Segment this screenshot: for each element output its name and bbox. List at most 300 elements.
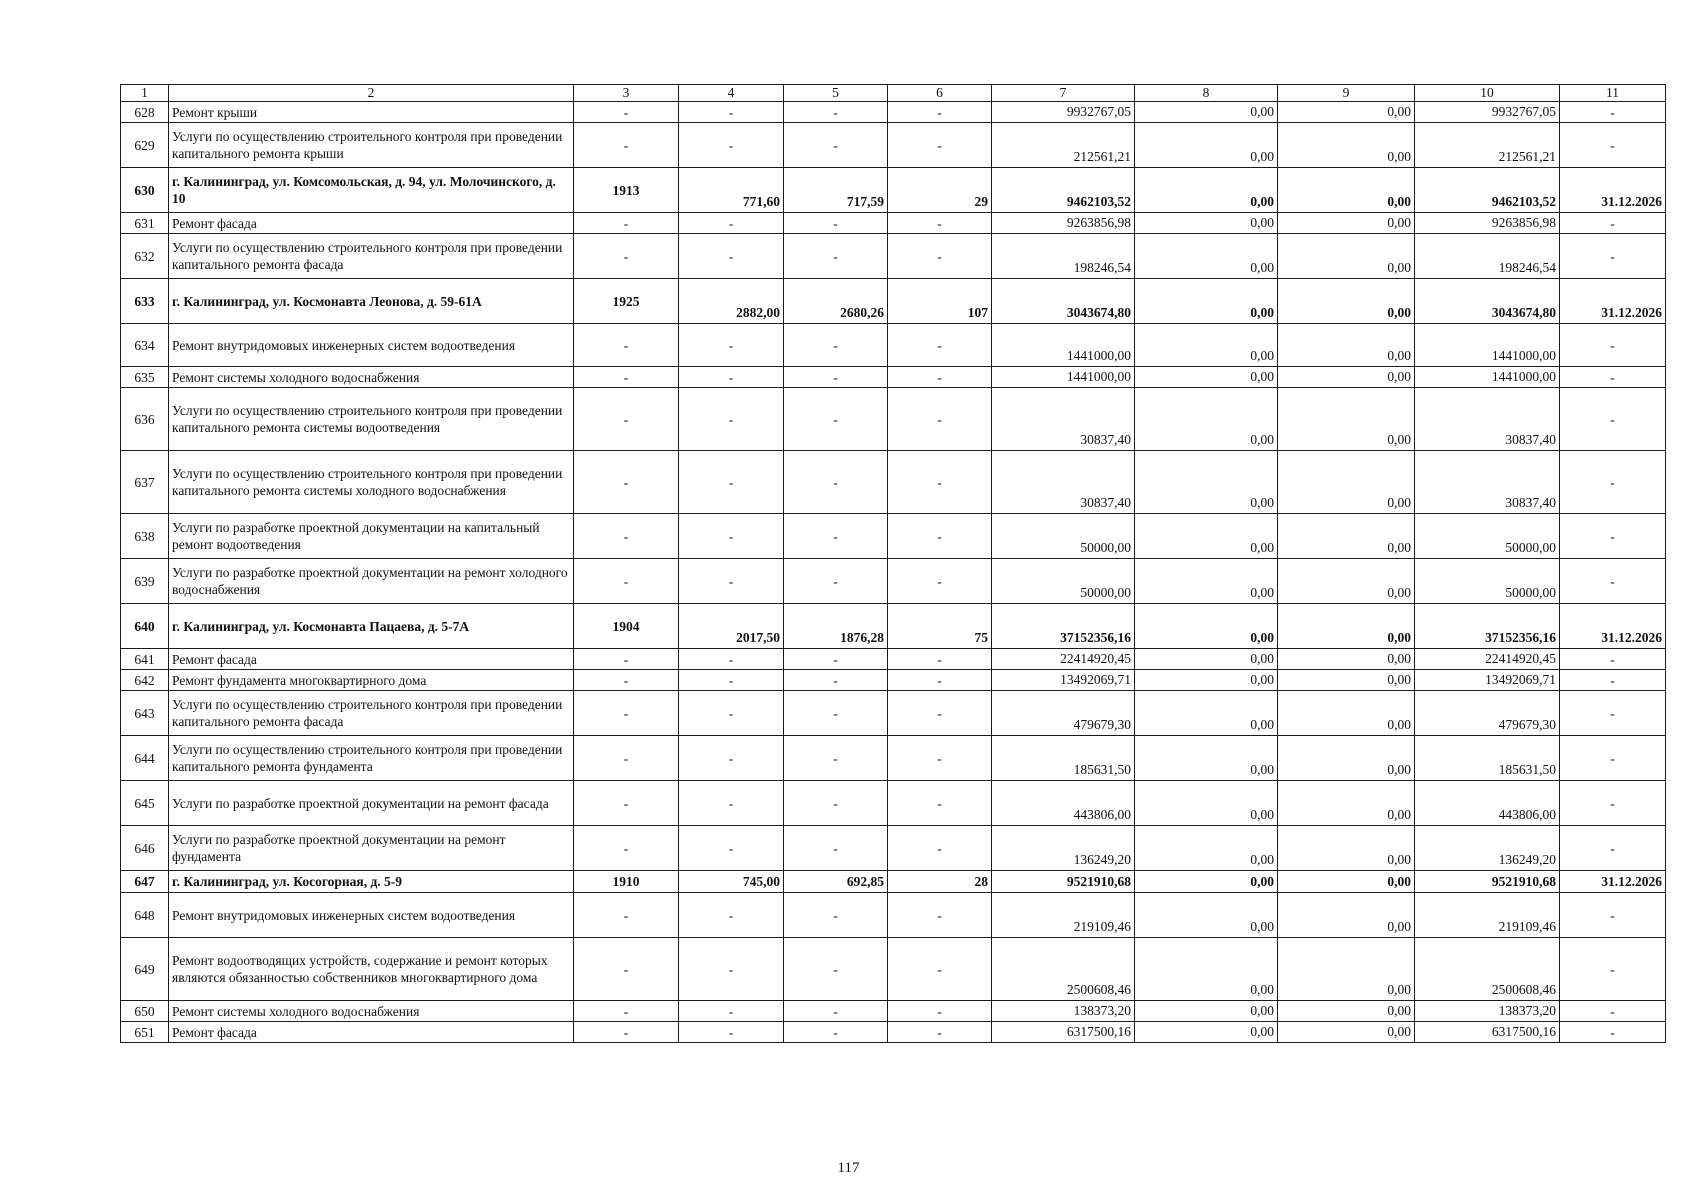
- col3-cell: -: [574, 781, 679, 826]
- col4-cell: -: [679, 559, 784, 604]
- col3-cell: -: [574, 213, 679, 234]
- col10-cell: 1441000,00: [1415, 324, 1560, 367]
- col8-cell: 0,00: [1135, 102, 1278, 123]
- col6-cell: -: [888, 1001, 992, 1022]
- col9-cell: 0,00: [1278, 123, 1415, 168]
- col5-cell: -: [784, 649, 888, 670]
- row-number-cell: 649: [121, 938, 169, 1001]
- col10-cell: 9932767,05: [1415, 102, 1560, 123]
- col6-cell: 107: [888, 279, 992, 324]
- description-cell: г. Калининград, ул. Космонавта Пацаева, д. 5-7А: [169, 604, 574, 649]
- col11-cell: -: [1560, 213, 1666, 234]
- table-row: [121, 367, 1666, 388]
- col10-cell: 138373,20: [1415, 1001, 1560, 1022]
- col8-cell: 0,00: [1135, 826, 1278, 871]
- col11-cell: 31.12.2026: [1560, 871, 1666, 893]
- col9-cell: 0,00: [1278, 649, 1415, 670]
- col10-cell: 9521910,68: [1415, 871, 1560, 893]
- col3-cell: -: [574, 234, 679, 279]
- col3-cell: 1904: [574, 604, 679, 649]
- col4-cell: -: [679, 367, 784, 388]
- col6-cell: -: [888, 670, 992, 691]
- col10-cell: 198246,54: [1415, 234, 1560, 279]
- col11-cell: -: [1560, 736, 1666, 781]
- col10-cell: 136249,20: [1415, 826, 1560, 871]
- col6-cell: 28: [888, 871, 992, 893]
- description-cell: Услуги по осуществлению строительного контроля при проведении капитального ремонта системы холодного водоснабжения: [169, 451, 574, 514]
- col4-cell: -: [679, 213, 784, 234]
- col3-cell: 1913: [574, 168, 679, 213]
- col5-cell: -: [784, 559, 888, 604]
- col11-cell: -: [1560, 938, 1666, 1001]
- col6-cell: -: [888, 102, 992, 123]
- table-row: [121, 123, 1666, 168]
- col8-cell: 0,00: [1135, 604, 1278, 649]
- col11-cell: -: [1560, 388, 1666, 451]
- row-number-cell: 629: [121, 123, 169, 168]
- col9-cell: 0,00: [1278, 871, 1415, 893]
- col8-cell: 0,00: [1135, 893, 1278, 938]
- col8-cell: 0,00: [1135, 279, 1278, 324]
- col10-cell: 9263856,98: [1415, 213, 1560, 234]
- col9-cell: 0,00: [1278, 670, 1415, 691]
- col4-cell: -: [679, 388, 784, 451]
- row-number-cell: 639: [121, 559, 169, 604]
- col3-cell: -: [574, 736, 679, 781]
- col5-cell: -: [784, 691, 888, 736]
- col7-cell: 6317500,16: [992, 1022, 1135, 1043]
- col10-cell: 30837,40: [1415, 388, 1560, 451]
- row-number-cell: 630: [121, 168, 169, 213]
- col11-cell: -: [1560, 1022, 1666, 1043]
- col8-cell: 0,00: [1135, 670, 1278, 691]
- col4-cell: -: [679, 451, 784, 514]
- col9-cell: 0,00: [1278, 367, 1415, 388]
- col9-cell: 0,00: [1278, 604, 1415, 649]
- col11-cell: -: [1560, 559, 1666, 604]
- description-cell: Ремонт фасада: [169, 649, 574, 670]
- description-cell: г. Калининград, ул. Космонавта Леонова, д. 59-61А: [169, 279, 574, 324]
- col6-cell: -: [888, 367, 992, 388]
- description-cell: Услуги по разработке проектной документации на ремонт фундамента: [169, 826, 574, 871]
- col5-cell: -: [784, 451, 888, 514]
- column-header: 6: [888, 85, 992, 102]
- row-number-cell: 646: [121, 826, 169, 871]
- description-cell: Ремонт фасада: [169, 1022, 574, 1043]
- col3-cell: -: [574, 514, 679, 559]
- col10-cell: 22414920,45: [1415, 649, 1560, 670]
- table-row: [121, 826, 1666, 871]
- col5-cell: -: [784, 670, 888, 691]
- col10-cell: 37152356,16: [1415, 604, 1560, 649]
- col6-cell: -: [888, 736, 992, 781]
- col5-cell: -: [784, 826, 888, 871]
- col9-cell: 0,00: [1278, 213, 1415, 234]
- col3-cell: -: [574, 649, 679, 670]
- col6-cell: -: [888, 559, 992, 604]
- description-cell: Ремонт внутридомовых инженерных систем водоотведения: [169, 324, 574, 367]
- col7-cell: 30837,40: [992, 388, 1135, 451]
- col8-cell: 0,00: [1135, 559, 1278, 604]
- col7-cell: 185631,50: [992, 736, 1135, 781]
- description-cell: Услуги по осуществлению строительного контроля при проведении капитального ремонта крыши: [169, 123, 574, 168]
- col3-cell: -: [574, 938, 679, 1001]
- col8-cell: 0,00: [1135, 168, 1278, 213]
- column-header: 1: [121, 85, 169, 102]
- col9-cell: 0,00: [1278, 691, 1415, 736]
- col3-cell: -: [574, 826, 679, 871]
- col3-cell: -: [574, 451, 679, 514]
- row-number-cell: 644: [121, 736, 169, 781]
- col7-cell: 50000,00: [992, 559, 1135, 604]
- col3-cell: -: [574, 1001, 679, 1022]
- col10-cell: 1441000,00: [1415, 367, 1560, 388]
- col5-cell: -: [784, 1022, 888, 1043]
- col3-cell: -: [574, 670, 679, 691]
- col8-cell: 0,00: [1135, 1022, 1278, 1043]
- col7-cell: 22414920,45: [992, 649, 1135, 670]
- col10-cell: 219109,46: [1415, 893, 1560, 938]
- table-row: [121, 604, 1666, 649]
- col10-cell: 30837,40: [1415, 451, 1560, 514]
- table-row: [121, 1001, 1666, 1022]
- col11-cell: -: [1560, 451, 1666, 514]
- column-number-header-row: [121, 85, 1666, 102]
- col5-cell: -: [784, 938, 888, 1001]
- col6-cell: -: [888, 893, 992, 938]
- row-number-cell: 637: [121, 451, 169, 514]
- col6-cell: -: [888, 938, 992, 1001]
- table-row: [121, 871, 1666, 893]
- col11-cell: -: [1560, 324, 1666, 367]
- column-header: 2: [169, 85, 574, 102]
- col10-cell: 479679,30: [1415, 691, 1560, 736]
- col5-cell: -: [784, 324, 888, 367]
- col10-cell: 50000,00: [1415, 559, 1560, 604]
- col8-cell: 0,00: [1135, 388, 1278, 451]
- table-row: [121, 234, 1666, 279]
- table-row: [121, 649, 1666, 670]
- row-number-cell: 650: [121, 1001, 169, 1022]
- description-cell: Услуги по осуществлению строительного контроля при проведении капитального ремонта фасада: [169, 234, 574, 279]
- col10-cell: 50000,00: [1415, 514, 1560, 559]
- col11-cell: -: [1560, 123, 1666, 168]
- col5-cell: -: [784, 514, 888, 559]
- row-number-cell: 641: [121, 649, 169, 670]
- col8-cell: 0,00: [1135, 514, 1278, 559]
- col5-cell: 1876,28: [784, 604, 888, 649]
- col9-cell: 0,00: [1278, 279, 1415, 324]
- column-header: 9: [1278, 85, 1415, 102]
- col8-cell: 0,00: [1135, 234, 1278, 279]
- col4-cell: -: [679, 234, 784, 279]
- col6-cell: -: [888, 234, 992, 279]
- col4-cell: 2882,00: [679, 279, 784, 324]
- row-number-cell: 635: [121, 367, 169, 388]
- col5-cell: 717,59: [784, 168, 888, 213]
- col4-cell: -: [679, 649, 784, 670]
- col8-cell: 0,00: [1135, 691, 1278, 736]
- col10-cell: 443806,00: [1415, 781, 1560, 826]
- col7-cell: 37152356,16: [992, 604, 1135, 649]
- col5-cell: -: [784, 736, 888, 781]
- table-row: [121, 102, 1666, 123]
- col11-cell: -: [1560, 691, 1666, 736]
- table-row: [121, 514, 1666, 559]
- col7-cell: 219109,46: [992, 893, 1135, 938]
- col8-cell: 0,00: [1135, 1001, 1278, 1022]
- col7-cell: 1441000,00: [992, 367, 1135, 388]
- col7-cell: 1441000,00: [992, 324, 1135, 367]
- col3-cell: 1925: [574, 279, 679, 324]
- col9-cell: 0,00: [1278, 102, 1415, 123]
- col6-cell: -: [888, 324, 992, 367]
- col10-cell: 212561,21: [1415, 123, 1560, 168]
- col5-cell: 692,85: [784, 871, 888, 893]
- col9-cell: 0,00: [1278, 451, 1415, 514]
- col9-cell: 0,00: [1278, 514, 1415, 559]
- col9-cell: 0,00: [1278, 736, 1415, 781]
- description-cell: Ремонт фундамента многоквартирного дома: [169, 670, 574, 691]
- col10-cell: 2500608,46: [1415, 938, 1560, 1001]
- col8-cell: 0,00: [1135, 871, 1278, 893]
- description-cell: Услуги по разработке проектной документации на капитальный ремонт водоотведения: [169, 514, 574, 559]
- column-header: 8: [1135, 85, 1278, 102]
- col11-cell: 31.12.2026: [1560, 168, 1666, 213]
- col6-cell: -: [888, 826, 992, 871]
- col5-cell: -: [784, 213, 888, 234]
- col3-cell: 1910: [574, 871, 679, 893]
- description-cell: Услуги по осуществлению строительного контроля при проведении капитального ремонта фасада: [169, 691, 574, 736]
- col3-cell: -: [574, 893, 679, 938]
- table-body: [121, 102, 1666, 1043]
- col7-cell: 9263856,98: [992, 213, 1135, 234]
- row-number-cell: 633: [121, 279, 169, 324]
- col7-cell: 443806,00: [992, 781, 1135, 826]
- col5-cell: -: [784, 893, 888, 938]
- col11-cell: -: [1560, 367, 1666, 388]
- col11-cell: -: [1560, 102, 1666, 123]
- col4-cell: -: [679, 1001, 784, 1022]
- col6-cell: -: [888, 781, 992, 826]
- col4-cell: -: [679, 781, 784, 826]
- col9-cell: 0,00: [1278, 826, 1415, 871]
- col7-cell: 212561,21: [992, 123, 1135, 168]
- row-number-cell: 636: [121, 388, 169, 451]
- col5-cell: -: [784, 1001, 888, 1022]
- document-table-container: [120, 84, 1665, 1043]
- col9-cell: 0,00: [1278, 324, 1415, 367]
- description-cell: Услуги по осуществлению строительного контроля при проведении капитального ремонта системы водоотведения: [169, 388, 574, 451]
- row-number-cell: 632: [121, 234, 169, 279]
- col9-cell: 0,00: [1278, 781, 1415, 826]
- row-number-cell: 640: [121, 604, 169, 649]
- col4-cell: 745,00: [679, 871, 784, 893]
- page-number: 117: [837, 1160, 860, 1176]
- row-number-cell: 631: [121, 213, 169, 234]
- description-cell: Ремонт системы холодного водоснабжения: [169, 1001, 574, 1022]
- col9-cell: 0,00: [1278, 938, 1415, 1001]
- col6-cell: -: [888, 649, 992, 670]
- table-row: [121, 213, 1666, 234]
- col4-cell: -: [679, 670, 784, 691]
- col8-cell: 0,00: [1135, 938, 1278, 1001]
- col5-cell: -: [784, 123, 888, 168]
- col7-cell: 50000,00: [992, 514, 1135, 559]
- col8-cell: 0,00: [1135, 123, 1278, 168]
- col7-cell: 3043674,80: [992, 279, 1135, 324]
- col10-cell: 9462103,52: [1415, 168, 1560, 213]
- col4-cell: -: [679, 1022, 784, 1043]
- row-number-cell: 648: [121, 893, 169, 938]
- row-number-cell: 638: [121, 514, 169, 559]
- col9-cell: 0,00: [1278, 234, 1415, 279]
- col4-cell: -: [679, 893, 784, 938]
- table-row: [121, 324, 1666, 367]
- table-row: [121, 893, 1666, 938]
- col11-cell: -: [1560, 1001, 1666, 1022]
- col11-cell: 31.12.2026: [1560, 279, 1666, 324]
- description-cell: Ремонт фасада: [169, 213, 574, 234]
- col9-cell: 0,00: [1278, 893, 1415, 938]
- col3-cell: -: [574, 388, 679, 451]
- col4-cell: -: [679, 691, 784, 736]
- column-header: 10: [1415, 85, 1560, 102]
- col4-cell: -: [679, 102, 784, 123]
- col3-cell: -: [574, 324, 679, 367]
- description-cell: Ремонт внутридомовых инженерных систем водоотведения: [169, 893, 574, 938]
- description-cell: г. Калининград, ул. Косогорная, д. 5-9: [169, 871, 574, 893]
- description-cell: Услуги по разработке проектной документации на ремонт холодного водоснабжения: [169, 559, 574, 604]
- col9-cell: 0,00: [1278, 388, 1415, 451]
- col3-cell: -: [574, 123, 679, 168]
- col10-cell: 3043674,80: [1415, 279, 1560, 324]
- col8-cell: 0,00: [1135, 649, 1278, 670]
- table-row: [121, 279, 1666, 324]
- col8-cell: 0,00: [1135, 324, 1278, 367]
- col4-cell: 771,60: [679, 168, 784, 213]
- row-number-cell: 643: [121, 691, 169, 736]
- col7-cell: 136249,20: [992, 826, 1135, 871]
- col5-cell: -: [784, 102, 888, 123]
- col7-cell: 9932767,05: [992, 102, 1135, 123]
- column-header: 4: [679, 85, 784, 102]
- col10-cell: 13492069,71: [1415, 670, 1560, 691]
- table-row: [121, 168, 1666, 213]
- col7-cell: 9521910,68: [992, 871, 1135, 893]
- table-row: [121, 451, 1666, 514]
- description-cell: Ремонт водоотводящих устройств, содержание и ремонт которых являются обязанностью собственников многоквартирного дома: [169, 938, 574, 1001]
- col3-cell: -: [574, 367, 679, 388]
- col9-cell: 0,00: [1278, 559, 1415, 604]
- col7-cell: 198246,54: [992, 234, 1135, 279]
- table-row: [121, 781, 1666, 826]
- table-row: [121, 670, 1666, 691]
- description-cell: Услуги по разработке проектной документации на ремонт фасада: [169, 781, 574, 826]
- col4-cell: 2017,50: [679, 604, 784, 649]
- col5-cell: -: [784, 388, 888, 451]
- col6-cell: -: [888, 123, 992, 168]
- column-header: 7: [992, 85, 1135, 102]
- row-number-cell: 647: [121, 871, 169, 893]
- col11-cell: 31.12.2026: [1560, 604, 1666, 649]
- col7-cell: 30837,40: [992, 451, 1135, 514]
- table-row: [121, 691, 1666, 736]
- description-cell: г. Калининград, ул. Комсомольская, д. 94, ул. Молочинского, д. 10: [169, 168, 574, 213]
- col8-cell: 0,00: [1135, 213, 1278, 234]
- col3-cell: -: [574, 102, 679, 123]
- col7-cell: 138373,20: [992, 1001, 1135, 1022]
- col6-cell: -: [888, 691, 992, 736]
- col3-cell: -: [574, 691, 679, 736]
- table-row: [121, 1022, 1666, 1043]
- description-cell: Услуги по осуществлению строительного контроля при проведении капитального ремонта фундамента: [169, 736, 574, 781]
- col10-cell: 185631,50: [1415, 736, 1560, 781]
- table-row: [121, 938, 1666, 1001]
- col5-cell: -: [784, 367, 888, 388]
- col3-cell: -: [574, 559, 679, 604]
- col4-cell: -: [679, 123, 784, 168]
- col4-cell: -: [679, 736, 784, 781]
- description-cell: Ремонт крыши: [169, 102, 574, 123]
- col6-cell: -: [888, 1022, 992, 1043]
- table-row: [121, 388, 1666, 451]
- col4-cell: -: [679, 938, 784, 1001]
- col6-cell: -: [888, 514, 992, 559]
- col11-cell: -: [1560, 670, 1666, 691]
- col4-cell: -: [679, 324, 784, 367]
- col6-cell: 29: [888, 168, 992, 213]
- col8-cell: 0,00: [1135, 367, 1278, 388]
- col6-cell: -: [888, 213, 992, 234]
- col6-cell: -: [888, 388, 992, 451]
- col9-cell: 0,00: [1278, 168, 1415, 213]
- col4-cell: -: [679, 826, 784, 871]
- column-header: 5: [784, 85, 888, 102]
- col11-cell: -: [1560, 826, 1666, 871]
- column-header: 11: [1560, 85, 1666, 102]
- col8-cell: 0,00: [1135, 451, 1278, 514]
- col11-cell: -: [1560, 893, 1666, 938]
- col3-cell: -: [574, 1022, 679, 1043]
- col7-cell: 479679,30: [992, 691, 1135, 736]
- row-number-cell: 634: [121, 324, 169, 367]
- col8-cell: 0,00: [1135, 781, 1278, 826]
- description-cell: Ремонт системы холодного водоснабжения: [169, 367, 574, 388]
- col5-cell: -: [784, 234, 888, 279]
- column-header: 3: [574, 85, 679, 102]
- col5-cell: 2680,26: [784, 279, 888, 324]
- col7-cell: 2500608,46: [992, 938, 1135, 1001]
- col11-cell: -: [1560, 514, 1666, 559]
- row-number-cell: 645: [121, 781, 169, 826]
- row-number-cell: 651: [121, 1022, 169, 1043]
- table-row: [121, 736, 1666, 781]
- col5-cell: -: [784, 781, 888, 826]
- capital-repair-table: [120, 84, 1666, 1043]
- row-number-cell: 628: [121, 102, 169, 123]
- col11-cell: -: [1560, 234, 1666, 279]
- col6-cell: 75: [888, 604, 992, 649]
- col6-cell: -: [888, 451, 992, 514]
- col8-cell: 0,00: [1135, 736, 1278, 781]
- col7-cell: 13492069,71: [992, 670, 1135, 691]
- col7-cell: 9462103,52: [992, 168, 1135, 213]
- table-row: [121, 559, 1666, 604]
- col11-cell: -: [1560, 649, 1666, 670]
- col9-cell: 0,00: [1278, 1001, 1415, 1022]
- row-number-cell: 642: [121, 670, 169, 691]
